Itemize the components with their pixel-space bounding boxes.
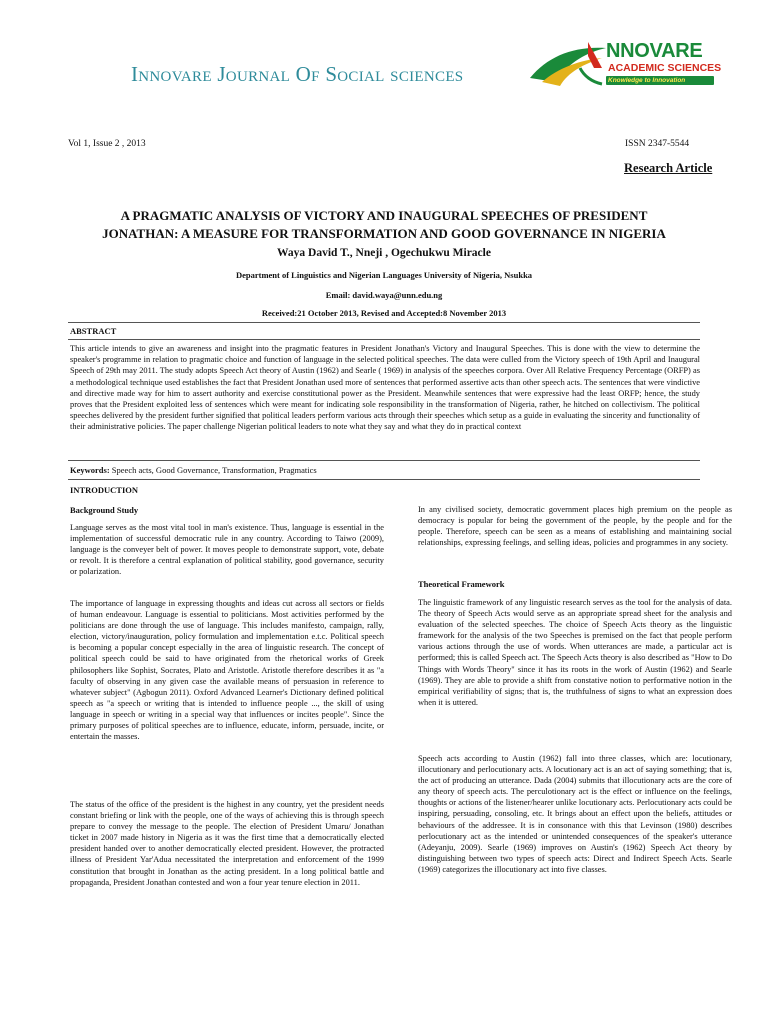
- paragraph: The importance of language in expressing thoughts and ideas cut across all sectors or fields of human endeavour. Language is essential to politicians. Most activities performed by the politicians are done through the use of language. This includes manifesto, campaign, rally, election, victory/inauguration, policy formulation and implementation e.t.c. Political speech is becoming a popular concept especially in the area of linguistic research. The concept of political speech could be said to have originated from the rhetorical works of Greek philosophers like Sophist, Socrates, Plato and Aristotle. Aristotle therefore describes it as "a faculty of observing in any given case the available means of persuasion in reference to whatever subject" (Agbogun 2011). Oxford Advanced Learner's Dictionary defined political speech as "a speech or writing that is intended to influence people ..., the skill of using language in speech or writing in a special way that influences or incites people". Since the primary purposes of political speeches are to influence, educate, inform, persuade, incite, or entertain the masses.: [70, 599, 384, 742]
- left-column: [70, 598, 384, 742]
- divider: [68, 339, 700, 340]
- abstract-body: This article intends to give an awareness and insight into the pragmatic features in President Jonathan's Victory and Inaugural Speeches. This is done with the view to determine the speaker's programme in relation to pragmatic choice and function of language in the selected political speeches. The data were culled from the Victory speech of 19th April and Inaugural Speech of 29th may 2011. The study adopts Speech Act theory of Austin (1962) and Searle ( 1969) in analysis of the speeches corpora. Over All Relative Frequency Percentage (ORFP) as a methodological technique used establishes the fact that President Jonathan used more of sentences that performed assertive acts than other speech acts. The sentences that were vindictive and directive made way for him to assert authority and exercise constitutional power as the President. Meanwhile sentences that were expressive had the least ORFP; hence, the study proves that the President exploited less of sentences which were meant for indicating sole responsibility in the transformation of Nigeria, rather, he hitched on collectivism. The political speeches delivered by the president further signified that political leaders perform various acts through their speeches which setup as a guide in evaluating the sincerity and functionality of their administrative policies. The paper challenge Nigerian political leaders to note what they say and what they do in practical context: [70, 344, 700, 432]
- divider: [68, 322, 700, 323]
- left-column: [70, 799, 384, 888]
- issn: ISSN 2347-5544: [625, 139, 690, 149]
- abstract-heading: ABSTRACT: [70, 326, 117, 336]
- journal-title: Innovare Journal Of Social sciences: [131, 62, 464, 86]
- divider: [68, 479, 700, 480]
- paper-title-line-2: JONATHAN: A MEASURE FOR TRANSFORMATION AND GOOD GOVERNANCE IN NIGERIA: [102, 226, 666, 241]
- right-column: [418, 504, 732, 548]
- left-column: [70, 522, 384, 577]
- email: Email: david.waya@unn.edu.ng: [325, 290, 443, 300]
- right-column: [418, 753, 732, 875]
- background-study-heading: Background Study: [70, 505, 139, 515]
- paper-title: [68, 207, 700, 243]
- paragraph: Language serves as the most vital tool in man's existence. Thus, language is essential in the implementation of successful democratic rule in any country. According to Taiwo (2009), language is the conveyer belt of power. It moves people to demonstrate support, vote, debate or revolt. It is therefore a central explanation of political stability, good governance, security or polarization.: [70, 523, 384, 577]
- received-dates: Received:21 October 2013, Revised and Accepted:8 November 2013: [261, 308, 507, 318]
- right-column: [418, 597, 732, 708]
- divider: [68, 460, 700, 461]
- paragraph: In any civilised society, democratic government places high premium on the people as democracy is popular for being the government of the people, by the people and for the people. Therefore, speech can be seen as a means of establishing and maintaining social relationships, expressing feelings, and selling ideas, policies and programmes in any society.: [418, 505, 732, 548]
- keywords: [70, 465, 317, 475]
- paragraph: The linguistic framework of any linguistic research serves as the tool for the analysis of data. The theory of Speech Acts would serve as an appropriate spread sheet for the analysis and evaluation of the selected speeches. The choice of Speech Acts theory as the linguistic framework for the analysis of the two Speeches is premised on the fact that people perform various actions through the use of words. When utterances are made, a particular act is performed; this is called Speech act. The Speech Acts theory is also described as "How to Do Things with Words Theory" since it has its roots in the work of Austin (1962) and Searle (1969). They are able to provide a shift from constative notion to performative notion in the empirical verifiability of signs; that is, the truthfulness of signs to what an expression does when it is uttered.: [418, 598, 732, 707]
- logo-wordmark: NNOVARE: [606, 40, 703, 62]
- logo-tagline: Knowledge to Innovation: [608, 77, 686, 84]
- affiliation: Department of Linguistics and Nigerian Languages University of Nigeria, Nsukka: [235, 270, 533, 280]
- theoretical-framework-heading: Theoretical Framework: [418, 579, 505, 589]
- keywords-value: Speech acts, Good Governance, Transformation, Pragmatics: [109, 465, 317, 475]
- article-type: Research Article: [624, 161, 713, 175]
- volume-issue: Vol 1, Issue 2 , 2013: [68, 139, 146, 149]
- paragraph: Speech acts according to Austin (1962) fall into three classes, which are: locutionary, illocutionary and perlocutionary acts. A locutionary act is an act of saying something; that is, the act of producing an utterance. Dada (2004) submits that illocutionary acts are the core of any theory of speech acts. The perculotionary act is the effect or influence on the feelings, thoughts or actions of the listener/hearer unlike locutionary acts. Perlocutionary acts could be inspiring, persuading, consoling, etc. It brings about an effect upon the beliefs, attitudes or behaviours of the addressee. It is in consonance with this that Levinson (1980) describes perlocutionary act as the intended or unintended consequences of the speaker's utterance (Adeyanju, 2009). Searle (1969) improves on Austin's (1962) Speech Act theory by distinguishing between two types of speech acts: Direct and Indirect Speech Acts. Searle (1969) categorizes the illocutionary act into five classes.: [418, 754, 732, 874]
- logo-subtitle: ACADEMIC SCIENCES: [608, 62, 722, 74]
- paper-title-line-1: A PRAGMATIC ANALYSIS OF VICTORY AND INAUGURAL SPEECHES OF PRESIDENT: [120, 208, 648, 223]
- keywords-label: Keywords:: [70, 465, 110, 475]
- authors: Waya David T., Nneji , Ogechukwu Miracle: [277, 247, 491, 259]
- paragraph: The status of the office of the president is the highest in any country, yet the president needs constant briefing or link with the people, one of the ways of achieving this is through speech prepare to convey the message to the people. The election of President Umaru/ Jonathan ticket in 2007 made history in Nigeria as it was the first time that a democratically elected president handed over to another democratically elected president. However, the protracted illness of President Yar'Adua necessitated the interpretation and enforcement of the 1999 constitution that brought in Jonathan as the acting president. In a long political battle and propaganda, President Jonathan contested and won a four year tenure election in 2011.: [70, 800, 384, 887]
- introduction-heading: INTRODUCTION: [70, 485, 139, 495]
